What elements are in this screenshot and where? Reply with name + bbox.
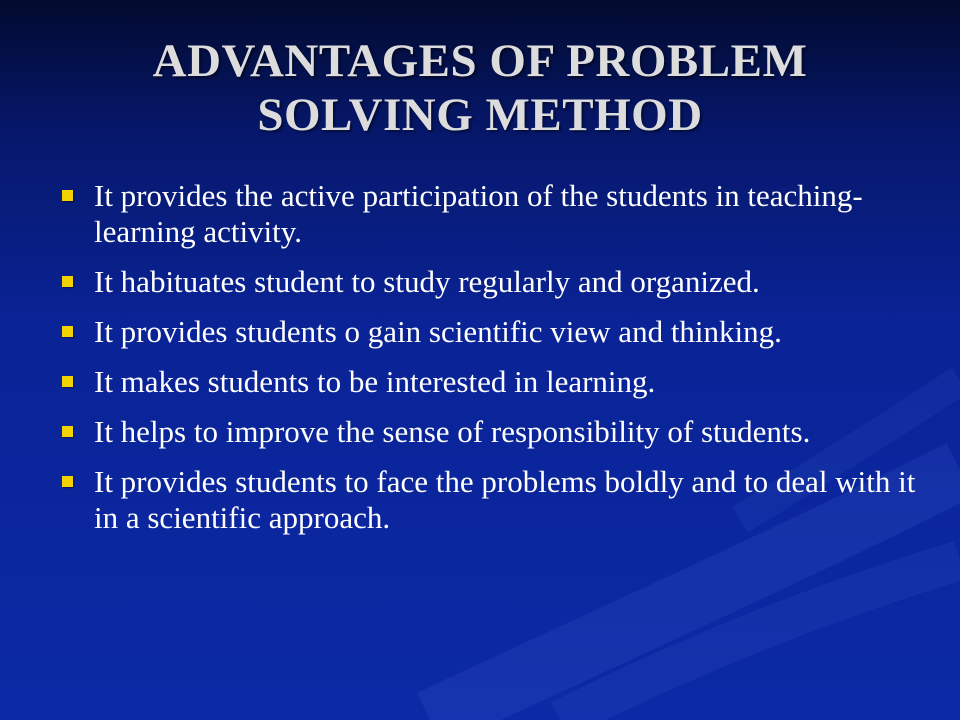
square-bullet-icon <box>62 326 73 337</box>
square-bullet-icon <box>62 190 73 201</box>
title-line-1: ADVANTAGES OF PROBLEM <box>152 35 808 87</box>
bullet-list <box>60 178 920 550</box>
bullet-text: It helps to improve the sense of responsibility of students. <box>94 414 811 449</box>
square-bullet-icon <box>62 426 73 437</box>
square-bullet-icon <box>62 476 73 487</box>
bullet-text: It provides students o gain scientific view and thinking. <box>94 314 782 349</box>
bullet-item <box>60 264 920 300</box>
square-bullet-icon <box>62 376 73 387</box>
square-bullet-icon <box>62 276 73 287</box>
bullet-item <box>60 364 920 400</box>
bullet-item <box>60 314 920 350</box>
bullet-text: It provides students to face the problems boldly and to deal with it in a scientific approach. <box>94 464 916 535</box>
title-line-2: SOLVING METHOD <box>257 89 703 141</box>
bullet-item <box>60 414 920 450</box>
bullet-item <box>60 464 920 536</box>
bullet-text: It makes students to be interested in learning. <box>94 364 656 399</box>
bullet-text: It habituates student to study regularly and organized. <box>94 264 760 299</box>
bullet-item <box>60 178 920 250</box>
slide-title <box>0 34 960 142</box>
bullet-text: It provides the active participation of the students in teaching-learning activity. <box>94 178 863 249</box>
